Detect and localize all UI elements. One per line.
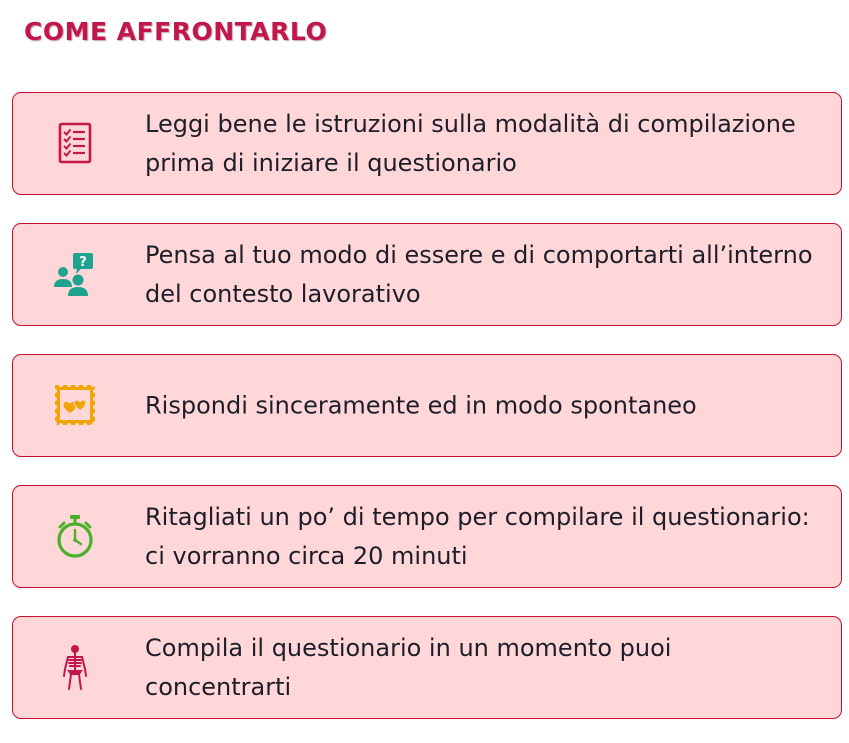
tip-card-instructions (12, 92, 842, 195)
checklist-icon (51, 119, 99, 167)
heart-stamp-icon (51, 381, 99, 429)
tips-list (12, 92, 842, 719)
tip-text: Leggi bene le istruzioni sulla modalità di compilazione prima di iniziare il questionario (145, 109, 796, 177)
section-title: COME AFFRONTARLO (24, 17, 328, 46)
people-question-icon (51, 250, 99, 298)
tip-text: Rispondi sinceramente ed in modo spontaneo (145, 391, 697, 419)
tip-card-sincerity (12, 354, 842, 457)
tip-text: Compila il questionario in un momento puoi concentrarti (145, 633, 672, 701)
tip-card-time (12, 485, 842, 588)
tip-card-behaviour (12, 223, 842, 326)
tip-text: Pensa al tuo modo di essere e di comportarti all’interno del contesto lavorativo (145, 240, 813, 308)
tip-text: Ritagliati un po’ di tempo per compilare il questionario: ci vorranno circa 20 minuti (145, 502, 810, 570)
tip-card-concentration (12, 616, 842, 719)
svg-text:?: ? (79, 255, 87, 270)
skeleton-icon (51, 643, 99, 691)
stopwatch-icon (51, 512, 99, 560)
